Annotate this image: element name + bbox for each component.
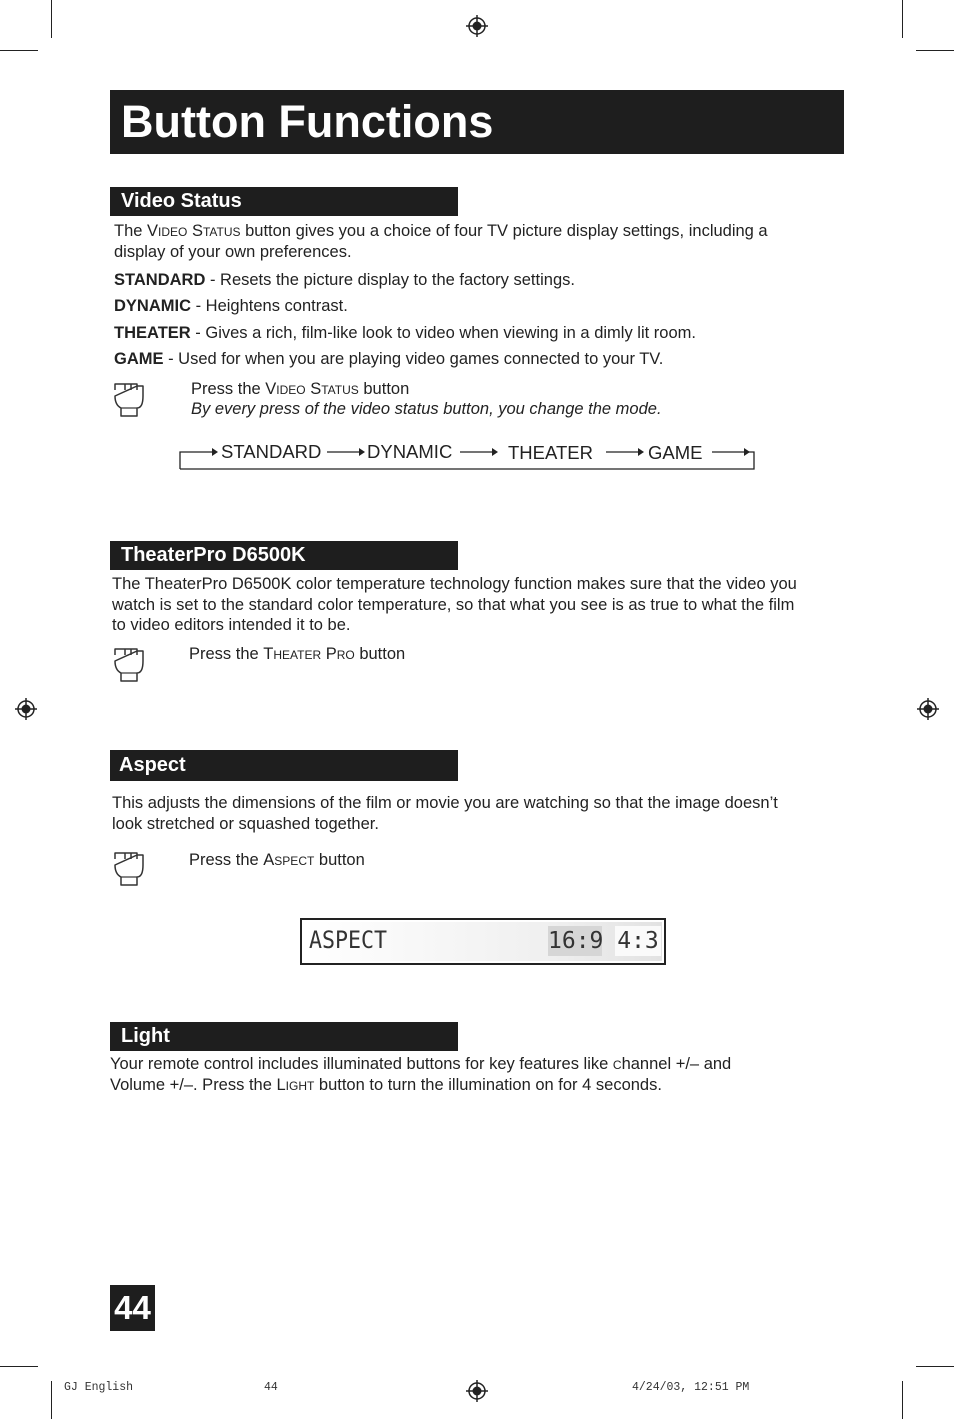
hand-press-icon (113, 851, 147, 887)
flow-label-game: GAME (648, 442, 703, 463)
section-title-light: Light (121, 1025, 170, 1047)
press-theater-pro: Press the Theater Pro button (189, 645, 406, 663)
footer-page: 44 (264, 1381, 278, 1394)
flow-label-standard: STANDARD (221, 441, 322, 462)
theaterpro-line1: The TheaterPro D6500K color temperature technology function makes sure that the video you (112, 575, 797, 593)
press-aspect: Press the Aspect button (189, 851, 365, 869)
hand-press-icon (113, 647, 147, 683)
flow-label-theater: THEATER (508, 442, 593, 463)
section-title-aspect: Aspect (119, 754, 186, 776)
crop-mark (916, 1366, 954, 1367)
crop-mark (51, 0, 52, 38)
crop-mark (0, 50, 38, 51)
aspect-screen-display (300, 918, 666, 965)
light-line1: Your remote control includes illuminated buttons for key features like channel +/– and (110, 1055, 732, 1073)
theaterpro-line2: watch is set to the standard color temperature, so that what you see is as true to what the film (112, 596, 795, 614)
aspect-option-4-3: 4:3 (615, 926, 661, 956)
aspect-line2: look stretched or squashed together. (112, 815, 379, 833)
aspect-line1: This adjusts the dimensions of the film or movie you are watching so that the image doesn’t (112, 794, 778, 812)
section-title-theaterpro: TheaterPro D6500K (121, 544, 306, 566)
crop-mark (902, 1381, 903, 1419)
footer-file-name: GJ English (64, 1381, 134, 1394)
crop-mark (916, 50, 954, 51)
mode-game: GAME - Used for when you are playing video games connected to your TV. (114, 350, 664, 368)
video-status-intro: The Video Status button gives you a choice of four TV picture display settings, including a (114, 222, 768, 240)
flow-arrow (180, 452, 212, 469)
aspect-option-16-9: 16:9 (548, 928, 604, 954)
registration-mark-icon (466, 1380, 488, 1402)
flow-label-dynamic: DYNAMIC (367, 441, 453, 462)
aspect-screen-label: ASPECT (309, 926, 388, 954)
registration-mark-icon (15, 698, 37, 720)
section-title-video-status: Video Status (121, 190, 242, 212)
page-title: Button Functions (121, 96, 494, 147)
crop-mark (51, 1381, 52, 1419)
light-line2: Volume +/–. Press the Light button to turn the illumination on for 4 seconds. (110, 1076, 662, 1094)
crop-mark (902, 0, 903, 38)
theaterpro-line3: to video editors intended it to be. (112, 616, 351, 634)
hand-press-icon (113, 382, 147, 418)
registration-mark-icon (466, 15, 488, 37)
mode-dynamic: DYNAMIC - Heightens contrast. (114, 297, 348, 315)
mode-theater: THEATER - Gives a rich, film-like look to video when viewing in a dimly lit room. (114, 324, 696, 342)
mode-standard: STANDARD - Resets the picture display to the factory settings. (114, 271, 575, 289)
video-status-intro-line2: display of your own preferences. (114, 243, 352, 261)
press-video-status: Press the Video Status button (191, 380, 410, 398)
page-number: 44 (114, 1289, 151, 1326)
footer-timestamp: 4/24/03, 12:51 PM (632, 1381, 750, 1394)
crop-mark (0, 1366, 38, 1367)
press-video-status-note: By every press of the video status button, you change the mode. (191, 400, 662, 418)
registration-mark-icon (917, 698, 939, 720)
